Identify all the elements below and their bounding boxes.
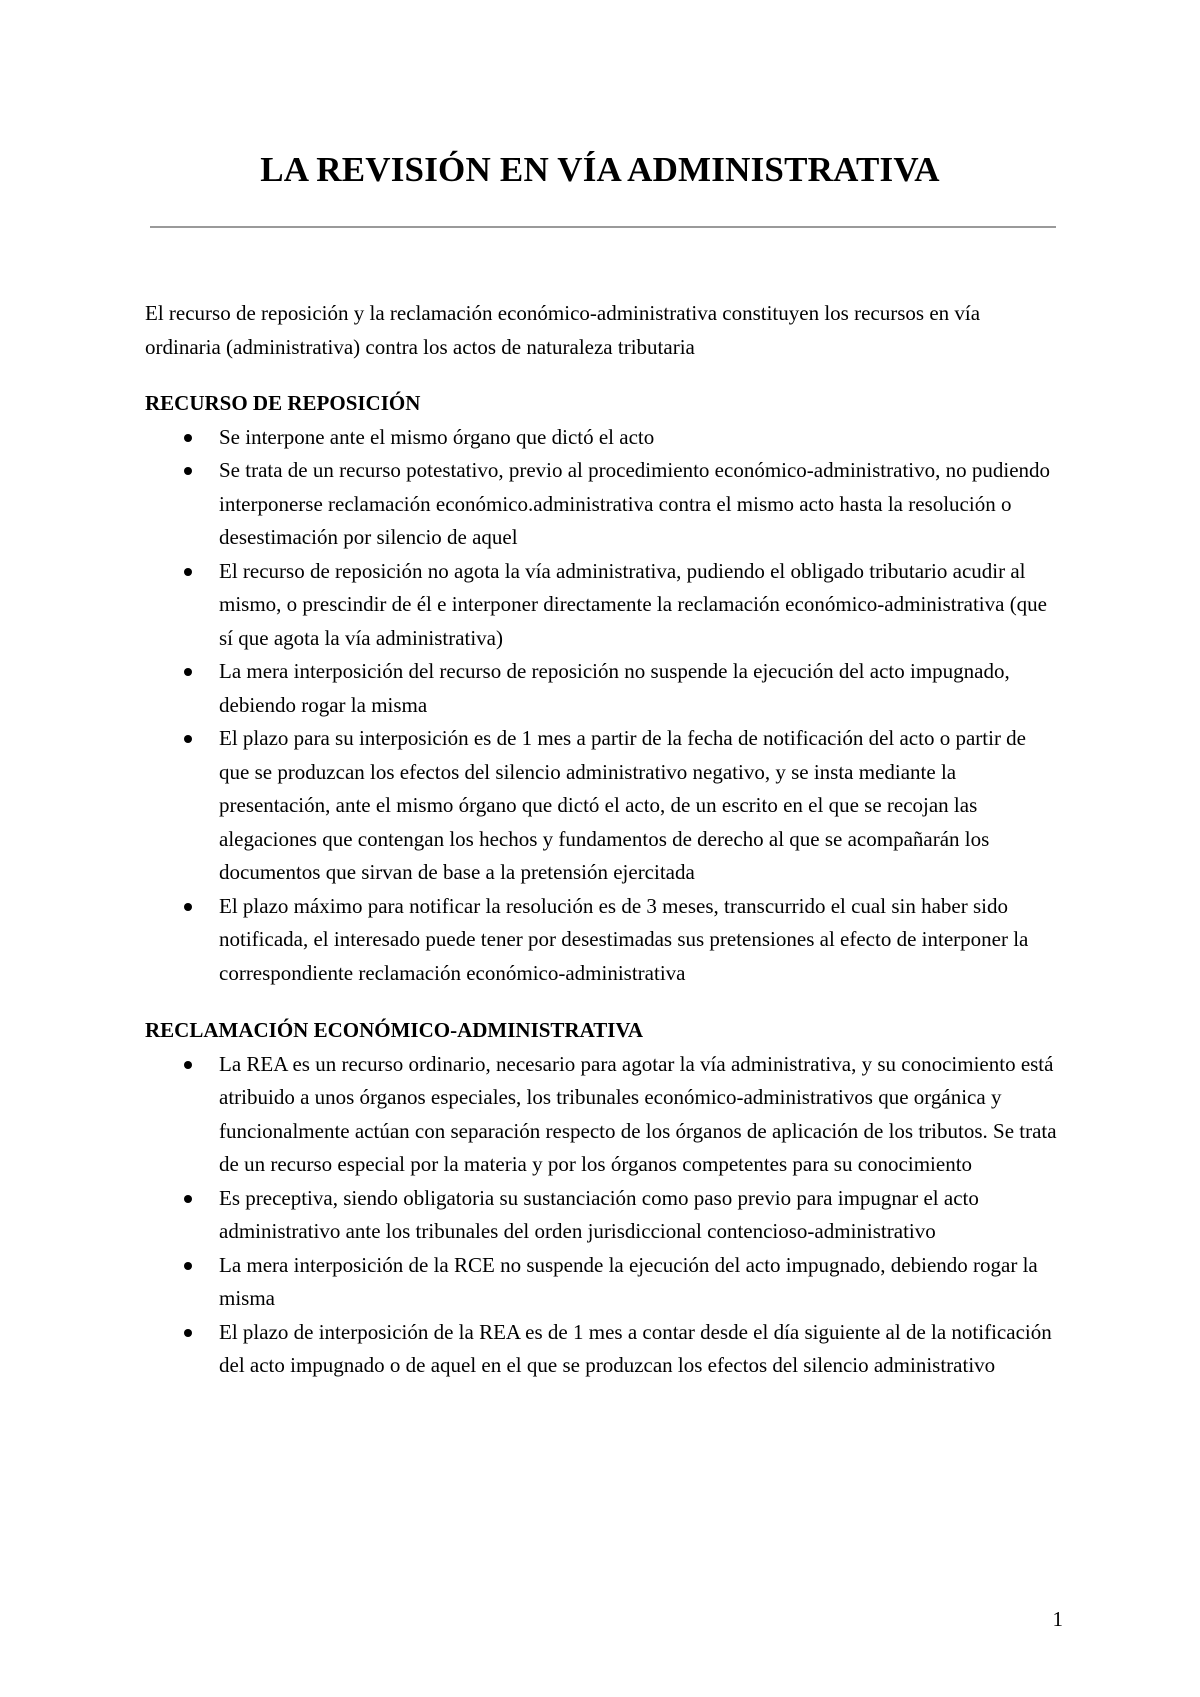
list-item xyxy=(145,1249,1057,1316)
list-item-text: La mera interposición de la RCE no suspende la ejecución del acto impugnado, debiendo rogar la misma xyxy=(219,1252,1038,1310)
list-item-text: La mera interposición del recurso de reposición no suspende la ejecución del acto impugnado, debiendo rogar la misma xyxy=(219,659,1010,717)
list-item xyxy=(145,890,1057,991)
list-item xyxy=(145,1316,1057,1383)
bullet-icon xyxy=(184,1195,192,1203)
list-item xyxy=(145,555,1057,656)
bullet-icon xyxy=(184,903,192,911)
list-item xyxy=(145,1048,1057,1182)
list-item xyxy=(145,655,1057,722)
list-item-text: Se interpone ante el mismo órgano que dictó el acto xyxy=(219,424,655,449)
list-item-text: El plazo máximo para notificar la resolución es de 3 meses, transcurrido el cual sin haber sido notificada, el interesado puede tener por desestimadas sus pretensiones al efecto de interponer la correspondiente reclamación económico-administrativa xyxy=(219,893,1029,985)
bullet-icon xyxy=(184,1329,192,1337)
bullet-icon xyxy=(184,434,192,442)
bullet-icon xyxy=(184,467,192,475)
list-item xyxy=(145,421,1057,455)
bullet-icon xyxy=(184,668,192,676)
bullet-icon xyxy=(184,568,192,576)
document-title: LA REVISIÓN EN VÍA ADMINISTRATIVA xyxy=(260,150,940,189)
bullet-icon xyxy=(184,735,192,743)
list-item-text: El recurso de reposición no agota la vía administrativa, pudiendo el obligado tributario acudir al mismo, o prescindir de él e interponer directamente la reclamación económico-administrativa (que sí que agota la vía administrativa) xyxy=(219,558,1048,650)
list-item-text: El plazo para su interposición es de 1 mes a partir de la fecha de notificación del acto o partir de que se produzcan los efectos del silencio administrativo negativo, y se insta mediante la presentación, ante el mismo órgano que dictó el acto, de un escrito en el que se recojan las alegaciones que contengan los hechos y fundamentos de derecho al que se acompañarán los documentos que sirvan de base a la pretensión ejercitada xyxy=(219,726,1027,884)
recurso-reposicion-list xyxy=(145,421,1057,991)
reclamacion-economico-administrativa-list xyxy=(145,1048,1057,1383)
title-divider xyxy=(150,226,1056,228)
list-item-text: La REA es un recurso ordinario, necesario para agotar la vía administrativa, y su conocimiento está atribuido a unos órganos especiales, los tribunales económico-administrativos que orgánica y funcionalmente actúan con separación respecto de los órganos de aplicación de los tributos. Se trata de un recurso especial por la materia y por los órganos competentes para su conocimiento xyxy=(219,1051,1057,1176)
list-item xyxy=(145,722,1057,890)
list-item xyxy=(145,1182,1057,1249)
list-item-text: Se trata de un recurso potestativo, previo al procedimiento económico-administrativo, no pudiendo interponerse reclamación económico.administrativa contra el mismo acto hasta la resolución o desestimación por silencio de aquel xyxy=(219,458,1051,549)
list-item-text: Es preceptiva, siendo obligatoria su sustanciación como paso previo para impugnar el acto administrativo ante los tribunales del orden jurisdiccional contencioso-administrativo xyxy=(219,1185,979,1243)
bullet-icon xyxy=(184,1262,192,1270)
bullet-icon xyxy=(184,1061,192,1069)
list-item-text: El plazo de interposición de la REA es de 1 mes a contar desde el día siguiente al de la notificación del acto impugnado o de aquel en el que se produzcan los efectos del silencio administrativo xyxy=(219,1319,1052,1377)
page-number: 1 xyxy=(1052,1607,1063,1631)
intro-paragraph: El recurso de reposición y la reclamación económico-administrativa constituyen los recursos en vía ordinaria (administrativa) contra los actos de naturaleza tributaria xyxy=(145,301,981,359)
document-body xyxy=(145,297,1057,1383)
list-item xyxy=(145,454,1057,555)
section-heading-reclamacion-economico-administrativa: RECLAMACIÓN ECONÓMICO-ADMINISTRATIVA xyxy=(145,1018,644,1042)
section-heading-recurso-reposicion: RECURSO DE REPOSICIÓN xyxy=(145,391,421,415)
